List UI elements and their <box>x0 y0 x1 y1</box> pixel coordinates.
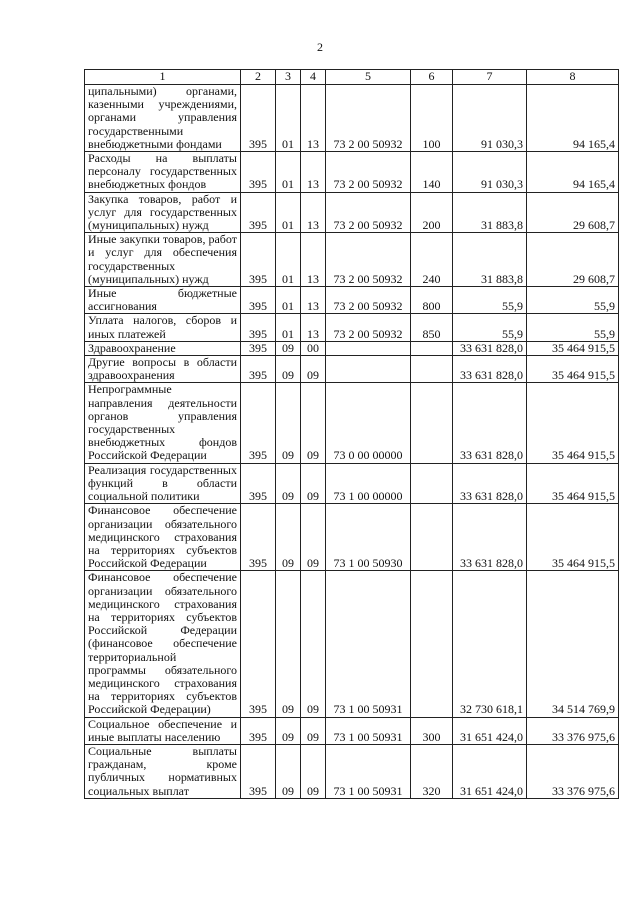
admin-code-cell: 395 <box>241 744 276 798</box>
section-code-cell: 09 <box>276 383 301 463</box>
amount-year2-cell: 29 608,7 <box>527 233 619 287</box>
expense-kind-cell <box>411 504 453 571</box>
table-row <box>85 571 619 717</box>
table-row <box>85 192 619 233</box>
header-cell: 4 <box>301 70 326 85</box>
target-article-cell: 73 2 00 50932 <box>326 233 411 287</box>
row-name-cell: Другие вопросы в области здравоохранения <box>85 356 241 383</box>
expense-kind-cell: 140 <box>411 152 453 193</box>
amount-year2-cell: 35 464 915,5 <box>527 341 619 355</box>
amount-year1-cell: 55,9 <box>453 314 527 341</box>
section-code-cell: 09 <box>276 463 301 504</box>
table-row <box>85 463 619 504</box>
row-name-cell: Закупка товаров, работ и услуг для государственных (муниципальных) нужд <box>85 192 241 233</box>
admin-code-cell: 395 <box>241 152 276 193</box>
amount-year1-cell: 31 651 424,0 <box>453 744 527 798</box>
amount-year2-cell: 34 514 769,9 <box>527 571 619 717</box>
header-cell: 5 <box>326 70 411 85</box>
amount-year1-cell: 33 631 828,0 <box>453 463 527 504</box>
amount-year1-cell: 31 883,8 <box>453 233 527 287</box>
target-article-cell: 73 0 00 00000 <box>326 383 411 463</box>
section-code-cell: 01 <box>276 152 301 193</box>
header-cell: 6 <box>411 70 453 85</box>
row-name-cell: Финансовое обеспечение организации обязательного медицинского страхования на территориях субъектов Российской Федерации <box>85 504 241 571</box>
amount-year1-cell: 32 730 618,1 <box>453 571 527 717</box>
amount-year1-cell: 33 631 828,0 <box>453 356 527 383</box>
expense-kind-cell <box>411 463 453 504</box>
subsection-code-cell: 13 <box>301 233 326 287</box>
section-code-cell: 09 <box>276 571 301 717</box>
header-row <box>85 70 619 85</box>
amount-year1-cell: 33 631 828,0 <box>453 341 527 355</box>
section-code-cell: 09 <box>276 341 301 355</box>
amount-year2-cell: 35 464 915,5 <box>527 463 619 504</box>
amount-year1-cell: 33 631 828,0 <box>453 383 527 463</box>
target-article-cell: 73 2 00 50932 <box>326 287 411 314</box>
table-row <box>85 287 619 314</box>
section-code-cell: 09 <box>276 744 301 798</box>
amount-year2-cell: 35 464 915,5 <box>527 356 619 383</box>
target-article-cell: 73 2 00 50932 <box>326 85 411 152</box>
subsection-code-cell: 13 <box>301 314 326 341</box>
admin-code-cell: 395 <box>241 504 276 571</box>
amount-year1-cell: 31 651 424,0 <box>453 717 527 744</box>
header-cell: 8 <box>527 70 619 85</box>
amount-year2-cell: 33 376 975,6 <box>527 717 619 744</box>
amount-year1-cell: 31 883,8 <box>453 192 527 233</box>
admin-code-cell: 395 <box>241 571 276 717</box>
admin-code-cell: 395 <box>241 85 276 152</box>
amount-year2-cell: 94 165,4 <box>527 152 619 193</box>
budget-table <box>84 69 619 799</box>
expense-kind-cell: 240 <box>411 233 453 287</box>
target-article-cell <box>326 356 411 383</box>
subsection-code-cell: 13 <box>301 152 326 193</box>
expense-kind-cell: 800 <box>411 287 453 314</box>
subsection-code-cell: 13 <box>301 192 326 233</box>
subsection-code-cell: 09 <box>301 504 326 571</box>
subsection-code-cell: 09 <box>301 744 326 798</box>
section-code-cell: 01 <box>276 192 301 233</box>
table-row <box>85 356 619 383</box>
row-name-cell: Расходы на выплаты персоналу государственных внебюджетных фондов <box>85 152 241 193</box>
header-cell: 1 <box>85 70 241 85</box>
table-row <box>85 504 619 571</box>
row-name-cell: Уплата налогов, сборов и иных платежей <box>85 314 241 341</box>
amount-year2-cell: 55,9 <box>527 287 619 314</box>
target-article-cell: 73 2 00 50932 <box>326 314 411 341</box>
subsection-code-cell: 09 <box>301 356 326 383</box>
amount-year1-cell: 91 030,3 <box>453 85 527 152</box>
subsection-code-cell: 13 <box>301 287 326 314</box>
table-row <box>85 341 619 355</box>
admin-code-cell: 395 <box>241 314 276 341</box>
row-name-cell: Финансовое обеспечение организации обязательного медицинского страхования на территориях субъектов Российской Федерации (финансовое обеспечение территориальной программы обязательного медицинского страхования на территориях субъектов Российской Федерации) <box>85 571 241 717</box>
admin-code-cell: 395 <box>241 192 276 233</box>
section-code-cell: 01 <box>276 287 301 314</box>
row-name-cell: Иные бюджетные ассигнования <box>85 287 241 314</box>
expense-kind-cell <box>411 341 453 355</box>
header-cell: 2 <box>241 70 276 85</box>
amount-year1-cell: 55,9 <box>453 287 527 314</box>
admin-code-cell: 395 <box>241 356 276 383</box>
section-code-cell: 01 <box>276 314 301 341</box>
amount-year2-cell: 35 464 915,5 <box>527 504 619 571</box>
target-article-cell: 73 2 00 50932 <box>326 152 411 193</box>
row-name-cell: Иные закупки товаров, работ и услуг для обеспечения государственных (муниципальных) нужд <box>85 233 241 287</box>
row-name-cell: Реализация государственных функций в области социальной политики <box>85 463 241 504</box>
subsection-code-cell: 09 <box>301 383 326 463</box>
subsection-code-cell: 09 <box>301 717 326 744</box>
amount-year1-cell: 33 631 828,0 <box>453 504 527 571</box>
expense-kind-cell: 320 <box>411 744 453 798</box>
amount-year2-cell: 94 165,4 <box>527 85 619 152</box>
amount-year2-cell: 35 464 915,5 <box>527 383 619 463</box>
section-code-cell: 01 <box>276 233 301 287</box>
target-article-cell: 73 1 00 50931 <box>326 571 411 717</box>
target-article-cell: 73 2 00 50932 <box>326 192 411 233</box>
header-cell: 3 <box>276 70 301 85</box>
expense-kind-cell <box>411 356 453 383</box>
section-code-cell: 09 <box>276 356 301 383</box>
expense-kind-cell <box>411 383 453 463</box>
subsection-code-cell: 00 <box>301 341 326 355</box>
table-row <box>85 314 619 341</box>
row-name-cell: Социальное обеспечение и иные выплаты населению <box>85 717 241 744</box>
row-name-cell: Здравоохранение <box>85 341 241 355</box>
page-number: 2 <box>317 40 323 54</box>
admin-code-cell: 395 <box>241 341 276 355</box>
admin-code-cell: 395 <box>241 463 276 504</box>
target-article-cell <box>326 341 411 355</box>
expense-kind-cell: 100 <box>411 85 453 152</box>
expense-kind-cell: 200 <box>411 192 453 233</box>
row-name-cell: ципальными) органами, казенными учреждениями, органами управления государственными внебюджетными фондами <box>85 85 241 152</box>
row-name-cell: Социальные выплаты гражданам, кроме публичных нормативных социальных выплат <box>85 744 241 798</box>
expense-kind-cell: 300 <box>411 717 453 744</box>
table-row <box>85 152 619 193</box>
admin-code-cell: 395 <box>241 233 276 287</box>
header-cell: 7 <box>453 70 527 85</box>
target-article-cell: 73 1 00 50931 <box>326 744 411 798</box>
amount-year2-cell: 55,9 <box>527 314 619 341</box>
table-row <box>85 85 619 152</box>
target-article-cell: 73 1 00 00000 <box>326 463 411 504</box>
admin-code-cell: 395 <box>241 287 276 314</box>
admin-code-cell: 395 <box>241 383 276 463</box>
expense-kind-cell <box>411 571 453 717</box>
section-code-cell: 09 <box>276 717 301 744</box>
table-row <box>85 744 619 798</box>
section-code-cell: 01 <box>276 85 301 152</box>
admin-code-cell: 395 <box>241 717 276 744</box>
amount-year2-cell: 33 376 975,6 <box>527 744 619 798</box>
section-code-cell: 09 <box>276 504 301 571</box>
table-row <box>85 717 619 744</box>
amount-year2-cell: 29 608,7 <box>527 192 619 233</box>
target-article-cell: 73 1 00 50930 <box>326 504 411 571</box>
target-article-cell: 73 1 00 50931 <box>326 717 411 744</box>
subsection-code-cell: 09 <box>301 463 326 504</box>
row-name-cell: Непрограммные направления деятельности органов управления государственных внебюджетных фондов Российской Федерации <box>85 383 241 463</box>
subsection-code-cell: 09 <box>301 571 326 717</box>
subsection-code-cell: 13 <box>301 85 326 152</box>
expense-kind-cell: 850 <box>411 314 453 341</box>
table-row <box>85 233 619 287</box>
table-row <box>85 383 619 463</box>
amount-year1-cell: 91 030,3 <box>453 152 527 193</box>
